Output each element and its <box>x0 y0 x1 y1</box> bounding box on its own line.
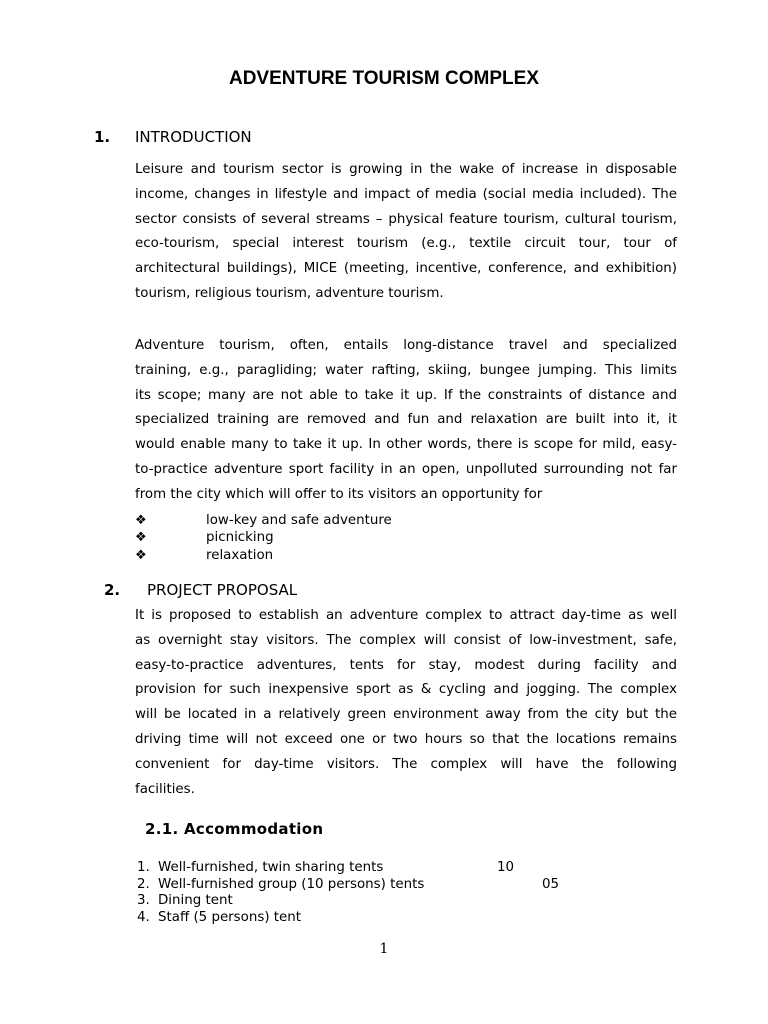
item-quantity: 10 <box>497 860 515 875</box>
text-line: provision for such inexpensive sport as & cycling and jogging. The complex <box>135 682 677 698</box>
item-text: Well-furnished, twin sharing tents <box>158 860 384 875</box>
diamond-bullet-icon: ❖ <box>135 530 147 545</box>
accommodation-item <box>137 893 637 910</box>
page-title: ADVENTURE TOURISM COMPLEX <box>228 68 539 89</box>
text-line: as overnight stay visitors. The complex will consist of low-investment, safe, <box>135 632 677 648</box>
accommodation-item <box>137 910 637 927</box>
item-number: 1. <box>137 860 150 875</box>
text-line: will be located in a relatively green environment away from the city but the <box>135 707 677 723</box>
item-text: Staff (5 persons) tent <box>158 910 302 925</box>
text-line: convenient for day-time visitors. The complex will have the following <box>135 756 677 772</box>
section-1-heading: INTRODUCTION <box>135 128 252 146</box>
text-line: training, e.g., paragliding; water rafting, skiing, bungee jumping. This limits <box>135 362 677 378</box>
item-quantity: 05 <box>542 877 560 892</box>
text-line: from the city which will offer to its visitors an opportunity for <box>135 486 543 502</box>
text-line: income, changes in lifestyle and impact of media (social media included). The <box>135 186 677 202</box>
text-line: driving time will not exceed one or two hours so that the locations remains <box>135 731 677 747</box>
item-number: 3. <box>137 893 150 908</box>
section-2-heading: PROJECT PROPOSAL <box>147 581 298 599</box>
accommodation-item <box>137 860 637 877</box>
subsection-heading: 2.1. Accommodation <box>145 820 324 838</box>
section-1-number: 1. <box>94 128 111 146</box>
intro-paragraph-2 <box>135 334 677 508</box>
section-2-number: 2. <box>104 581 121 599</box>
text-line: Adventure tourism, often, entails long-distance travel and specialized <box>135 338 677 353</box>
text-line: It is proposed to establish an adventure complex to attract day-time as well <box>135 608 677 623</box>
item-text: Well-furnished group (10 persons) tents <box>158 877 425 892</box>
text-line: specialized training are removed and fun and relaxation are built into it, it <box>135 412 677 428</box>
accommodation-item <box>137 877 637 894</box>
text-line: to-practice adventure sport facility in an open, unpolluted surrounding not far <box>135 461 677 477</box>
diamond-bullet-icon: ❖ <box>135 513 147 528</box>
item-number: 4. <box>137 910 150 925</box>
text-line: easy-to-practice adventures, tents for stay, modest during facility and <box>135 657 677 673</box>
text-line: architectural buildings), MICE (meeting, incentive, conference, and exhibition) <box>135 261 677 277</box>
item-number: 2. <box>137 877 150 892</box>
text-line: tourism, religious tourism, adventure tourism. <box>135 285 444 301</box>
intro-paragraph-1 <box>135 158 677 307</box>
bullet-text: relaxation <box>206 548 274 563</box>
text-line: its scope; many are not able to take it up. If the constraints of distance and <box>135 387 677 403</box>
text-line: facilities. <box>135 781 195 797</box>
item-text: Dining tent <box>158 893 233 908</box>
bullet-text: picnicking <box>206 530 274 545</box>
bullet-text: low-key and safe adventure <box>206 513 392 528</box>
text-line: Leisure and tourism sector is growing in the wake of increase in disposable <box>135 162 677 177</box>
text-line: eco-tourism, special interest tourism (e.g., textile circuit tour, tour of <box>135 236 677 252</box>
text-line: would enable many to take it up. In other words, there is scope for mild, easy- <box>135 437 677 453</box>
text-line: sector consists of several streams – physical feature tourism, cultural tourism, <box>135 211 677 227</box>
diamond-bullet-icon: ❖ <box>135 548 147 563</box>
proposal-paragraph <box>135 604 677 802</box>
page-number: 1 <box>379 941 389 957</box>
